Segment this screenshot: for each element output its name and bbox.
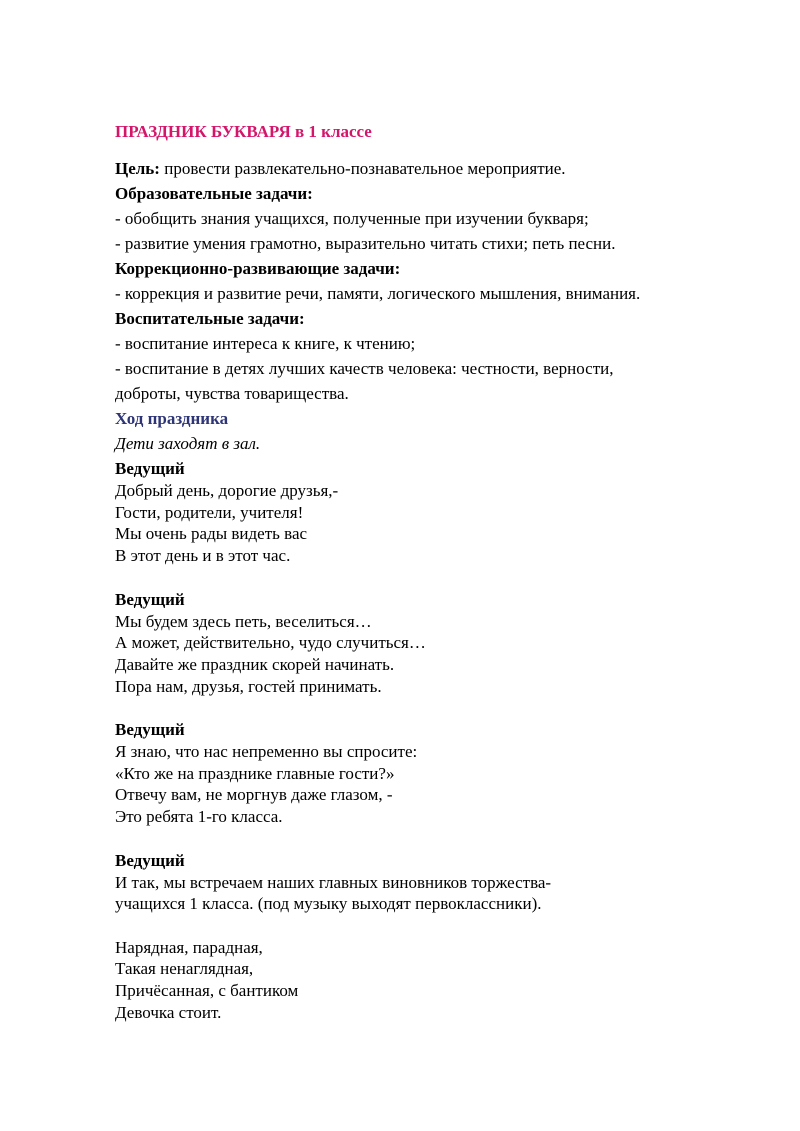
upbringing-heading: Воспитательные задачи: <box>115 309 305 328</box>
verse-line: Пора нам, друзья, гостей принимать. <box>115 676 382 696</box>
verse-line: В этот день и в этот час. <box>115 546 291 566</box>
verse-line: Гости, родители, учителя! <box>115 502 304 522</box>
speaker-name: Ведущий <box>115 850 185 870</box>
verse-line: Это ребята 1-го класса. <box>115 807 283 827</box>
verse-line: А может, действительно, чудо случиться… <box>115 633 426 653</box>
educational-item: - развитие умения грамотно, выразительно читать стихи; петь песни. <box>115 234 616 253</box>
speaker-name: Ведущий <box>115 589 185 609</box>
course-heading: Ход праздника <box>115 409 229 428</box>
upbringing-item: - воспитание интереса к книге, к чтению; <box>115 334 416 353</box>
blank-line <box>115 915 755 937</box>
verse-line: учащихся 1 класса. (под музыку выходят первоклассники). <box>115 894 542 914</box>
blank-line <box>115 828 755 850</box>
verse-line: Отвечу вам, не моргнув даже глазом, - <box>115 785 393 805</box>
upbringing-item: - воспитание в детях лучших качеств человека: честности, верности, <box>115 359 614 378</box>
poem-line: Нарядная, парадная, <box>115 937 263 957</box>
poem-line: Причёсанная, с бантиком <box>115 981 299 1000</box>
speaker-block <box>115 589 755 698</box>
correctional-item: - коррекция и развитие речи, памяти, логического мышления, внимания. <box>115 284 641 303</box>
document-title: ПРАЗДНИК БУКВАРЯ в 1 классе <box>115 122 372 141</box>
verse-line: «Кто же на празднике главные гости?» <box>115 763 395 783</box>
verse-line: Я знаю, что нас непременно вы спросите: <box>115 742 418 761</box>
blank-line <box>115 697 755 719</box>
speaker-block <box>115 458 755 567</box>
goal-text: провести развлекательно-познавательное мероприятие. <box>159 159 566 178</box>
speaker-name: Ведущий <box>115 720 185 739</box>
verse-line: Мы будем здесь петь, веселиться… <box>115 611 372 631</box>
document-page <box>115 122 755 1023</box>
poem-line: Девочка стоит. <box>115 1002 222 1022</box>
correctional-heading: Коррекционно-развивающие задачи: <box>115 259 401 278</box>
poem-block <box>115 937 755 1024</box>
educational-heading: Образовательные задачи: <box>115 184 313 203</box>
speaker-name: Ведущий <box>115 459 185 478</box>
speaker-block <box>115 850 755 915</box>
goal-label: Цель: <box>115 159 160 178</box>
verse-line: И так, мы встречаем наших главных виновников торжества- <box>115 872 552 892</box>
stage-direction: Дети заходят в зал. <box>115 434 261 453</box>
educational-item: - обобщить знания учащихся, полученные при изучении букваря; <box>115 209 589 228</box>
speaker-block <box>115 719 755 828</box>
poem-line: Такая ненаглядная, <box>115 959 254 979</box>
upbringing-item: доброты, чувства товарищества. <box>115 384 349 403</box>
verse-line: Мы очень рады видеть вас <box>115 524 308 544</box>
verse-line: Добрый день, дорогие друзья,- <box>115 481 339 500</box>
blank-line <box>115 567 755 589</box>
goal-paragraph <box>115 156 755 181</box>
verse-line: Давайте же праздник скорей начинать. <box>115 654 395 674</box>
